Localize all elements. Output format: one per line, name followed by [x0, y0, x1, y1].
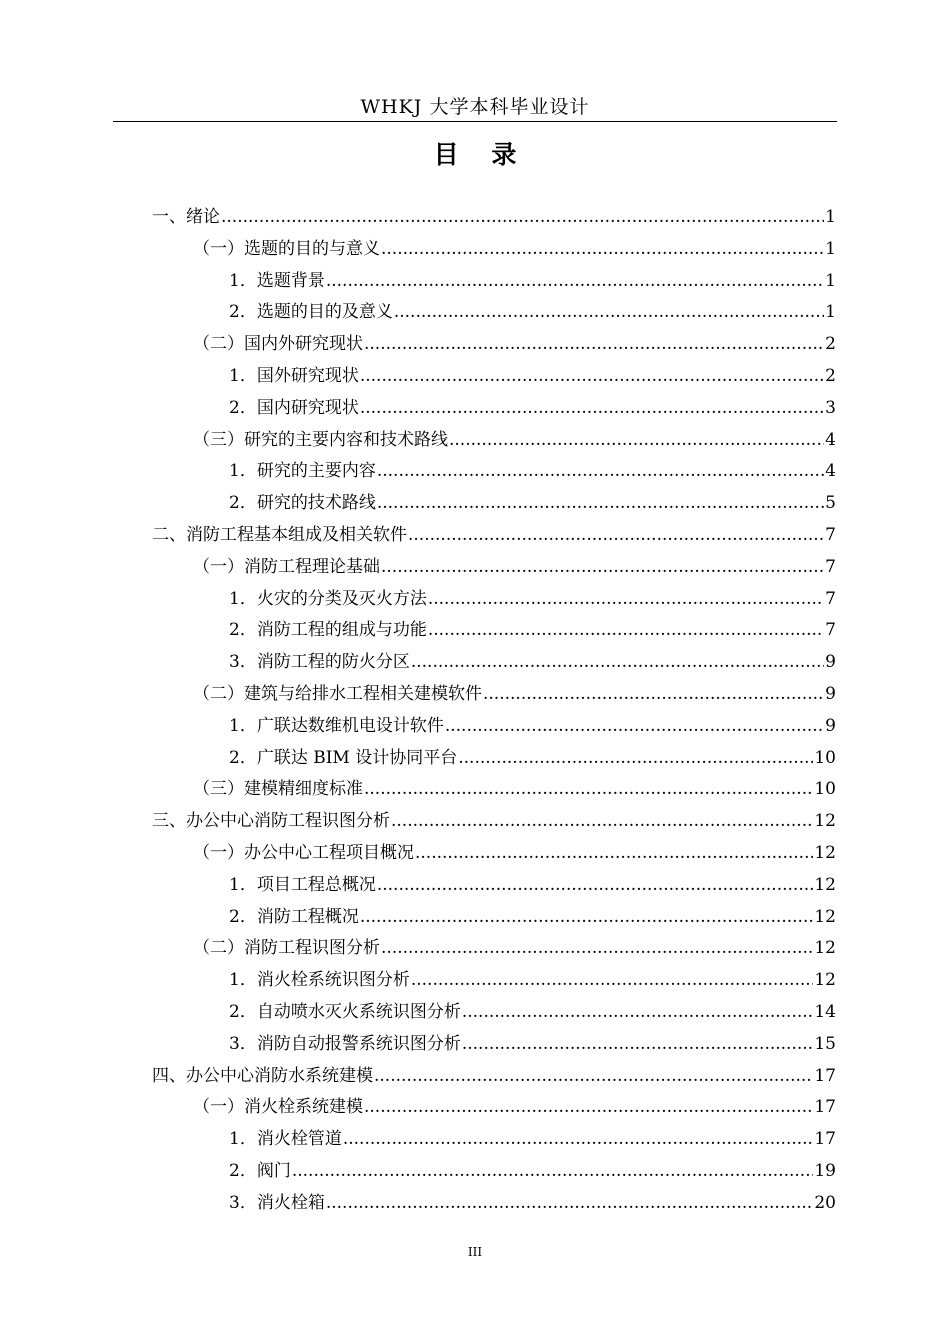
- toc-entry-page: 12: [814, 906, 836, 927]
- toc-entry[interactable]: [0, 933, 836, 965]
- toc-entry-page: 7: [825, 556, 836, 577]
- toc-entry-label: 2．研究的技术路线: [229, 493, 376, 514]
- toc-entry-label: 2．国内研究现状: [229, 397, 359, 418]
- toc-dot-leader: [364, 1092, 813, 1124]
- toc-entry[interactable]: [0, 488, 836, 520]
- toc-entry-page: 12: [814, 842, 836, 863]
- toc-dot-leader: [428, 615, 824, 647]
- toc-entry-page: 12: [814, 874, 836, 895]
- toc-dot-leader: [483, 679, 824, 711]
- toc-dot-leader: [221, 202, 824, 234]
- toc-entry[interactable]: [0, 965, 836, 997]
- toc-dot-leader: [292, 1156, 814, 1188]
- toc-entry-page: 12: [814, 811, 836, 832]
- toc-dot-leader: [360, 393, 824, 425]
- toc-dot-leader: [377, 456, 824, 488]
- toc-entry-label: 三、办公中心消防工程识图分析: [152, 811, 390, 832]
- toc-dot-leader: [449, 425, 824, 457]
- toc-entry-label: 3．消火栓箱: [229, 1192, 325, 1213]
- toc-entry[interactable]: [0, 361, 836, 393]
- toc-entry-page: 4: [825, 461, 836, 482]
- toc-entry[interactable]: [0, 997, 836, 1029]
- toc-entry-page: 10: [814, 747, 836, 768]
- toc-entry-page: 15: [814, 1033, 836, 1054]
- toc-entry[interactable]: [0, 329, 836, 361]
- toc-entry-label: （二）消防工程识图分析: [193, 938, 380, 959]
- toc-dot-leader: [374, 1061, 813, 1093]
- toc-entry-label: 1．火灾的分类及灭火方法: [229, 588, 427, 609]
- toc-entry-page: 19: [814, 1160, 836, 1181]
- toc-entry-page: 12: [814, 938, 836, 959]
- toc-entry-page: 9: [825, 683, 836, 704]
- toc-entry-label: （二）国内外研究现状: [193, 334, 363, 355]
- toc-entry-label: （一）消火栓系统建模: [193, 1097, 363, 1118]
- toc-entry[interactable]: [0, 1061, 836, 1093]
- toc-entry[interactable]: [0, 1092, 836, 1124]
- toc-title: 目 录: [433, 140, 517, 169]
- toc-dot-leader: [391, 806, 813, 838]
- toc-entry-page: 1: [825, 302, 836, 323]
- toc-dot-leader: [462, 1029, 814, 1061]
- toc-dot-leader: [326, 1188, 814, 1220]
- toc-entry[interactable]: [0, 266, 836, 298]
- toc-dot-leader: [360, 902, 814, 934]
- toc-entry[interactable]: [0, 552, 836, 584]
- toc-entry-label: 1．项目工程总概况: [229, 874, 376, 895]
- toc-entry-label: 1．选题背景: [229, 270, 325, 291]
- toc-entry-page: 12: [814, 970, 836, 991]
- toc-entry-page: 3: [825, 397, 836, 418]
- toc-entry-label: 2．广联达 BIM 设计协同平台: [229, 747, 458, 768]
- toc-dot-leader: [411, 647, 824, 679]
- toc-entry[interactable]: [0, 743, 836, 775]
- toc-entry-label: 2．消防工程的组成与功能: [229, 620, 427, 641]
- toc-entry-page: 1: [825, 270, 836, 291]
- toc-entry-label: （三）建模精细度标准: [193, 779, 363, 800]
- toc-dot-leader: [381, 933, 813, 965]
- toc-dot-leader: [428, 584, 824, 616]
- toc-entry-label: 一、绪论: [152, 207, 220, 227]
- toc-entry-page: 1: [825, 238, 836, 259]
- toc-entry[interactable]: [0, 1156, 836, 1188]
- toc-entry[interactable]: [0, 393, 836, 425]
- toc-dot-leader: [408, 520, 824, 552]
- toc-entry-label: 1．广联达数维机电设计软件: [229, 715, 444, 736]
- toc-dot-leader: [364, 329, 824, 361]
- toc-dot-leader: [462, 997, 814, 1029]
- toc-entry-page: 17: [814, 1129, 836, 1150]
- toc-entry-label: 1．国外研究现状: [229, 365, 359, 386]
- toc-entry[interactable]: [0, 1029, 836, 1061]
- toc-entry-page: 7: [825, 620, 836, 641]
- toc-dot-leader: [415, 838, 813, 870]
- toc-dot-leader: [377, 488, 824, 520]
- toc-entry[interactable]: [0, 615, 836, 647]
- toc-entry-label: （一）办公中心工程项目概况: [193, 842, 414, 863]
- toc-entry[interactable]: [0, 647, 836, 679]
- toc-entry-label: 3．消防自动报警系统识图分析: [229, 1033, 461, 1054]
- toc-entry-page: 10: [814, 779, 836, 800]
- toc-entry-page: 9: [825, 652, 836, 673]
- toc-entry-page: 14: [814, 1001, 836, 1022]
- toc-dot-leader: [377, 870, 814, 902]
- toc-dot-leader: [445, 711, 824, 743]
- toc-entry[interactable]: [0, 711, 836, 743]
- toc-entry-page: 9: [825, 715, 836, 736]
- toc-dot-leader: [411, 965, 814, 997]
- toc-entry[interactable]: [0, 1188, 836, 1220]
- toc-entry[interactable]: [0, 520, 836, 552]
- toc-entry-label: （一）选题的目的与意义: [193, 238, 380, 259]
- toc-dot-leader: [381, 234, 824, 266]
- toc-entry-page: 2: [825, 365, 836, 386]
- toc-entry[interactable]: [0, 425, 836, 457]
- toc-entry-label: 3．消防工程的防火分区: [229, 652, 410, 673]
- toc-entry[interactable]: [0, 234, 836, 266]
- page-number: III: [467, 1245, 483, 1259]
- toc-entry[interactable]: [0, 679, 836, 711]
- toc-entry-page: 5: [825, 493, 836, 514]
- toc-entry[interactable]: [0, 456, 836, 488]
- toc-entry[interactable]: [0, 774, 836, 806]
- toc-entry-page: 7: [825, 588, 836, 609]
- toc-entry[interactable]: [0, 902, 836, 934]
- toc-entry-label: 1．研究的主要内容: [229, 461, 376, 482]
- toc-entry-label: （三）研究的主要内容和技术路线: [193, 429, 448, 450]
- toc-entry[interactable]: [0, 870, 836, 902]
- toc-entry[interactable]: [0, 297, 836, 329]
- toc-entry-page: 17: [814, 1065, 836, 1086]
- toc-entry-label: （二）建筑与给排水工程相关建模软件: [193, 683, 482, 704]
- toc-entry-label: 二、消防工程基本组成及相关软件: [152, 524, 407, 545]
- toc-entry-label: 2．阀门: [229, 1160, 291, 1181]
- toc-entry[interactable]: [0, 584, 836, 616]
- toc-entry-page: 20: [814, 1192, 836, 1213]
- toc-entry-label: 2．自动喷水灭火系统识图分析: [229, 1001, 461, 1022]
- toc-entry[interactable]: [0, 806, 836, 838]
- toc-entry-page: 7: [825, 524, 836, 545]
- toc-dot-leader: [343, 1124, 814, 1156]
- toc-entry-page: 1: [825, 207, 836, 227]
- toc-entry-page: 2: [825, 334, 836, 355]
- toc-dot-leader: [360, 361, 824, 393]
- toc-entry-label: 1．消火栓管道: [229, 1129, 342, 1150]
- toc-entry-label: 2．消防工程概况: [229, 906, 359, 927]
- toc-dot-leader: [326, 266, 824, 298]
- toc-entry-label: 2．选题的目的及意义: [229, 302, 393, 323]
- table-of-contents: [0, 202, 950, 1220]
- toc-dot-leader: [458, 743, 813, 775]
- toc-dot-leader: [394, 297, 824, 329]
- toc-dot-leader: [364, 774, 813, 806]
- toc-entry-page: 17: [814, 1097, 836, 1118]
- toc-entry-label: 四、办公中心消防水系统建模: [152, 1065, 373, 1086]
- page-header-title: WHKJ 大学本科毕业设计: [360, 96, 590, 118]
- toc-dot-leader: [381, 552, 824, 584]
- header-rule: [113, 121, 837, 122]
- toc-entry[interactable]: [0, 202, 836, 234]
- toc-entry-label: 1．消火栓系统识图分析: [229, 970, 410, 991]
- toc-entry-page: 4: [825, 429, 836, 450]
- toc-entry[interactable]: [0, 838, 836, 870]
- toc-entry[interactable]: [0, 1124, 836, 1156]
- toc-entry-label: （一）消防工程理论基础: [193, 556, 380, 577]
